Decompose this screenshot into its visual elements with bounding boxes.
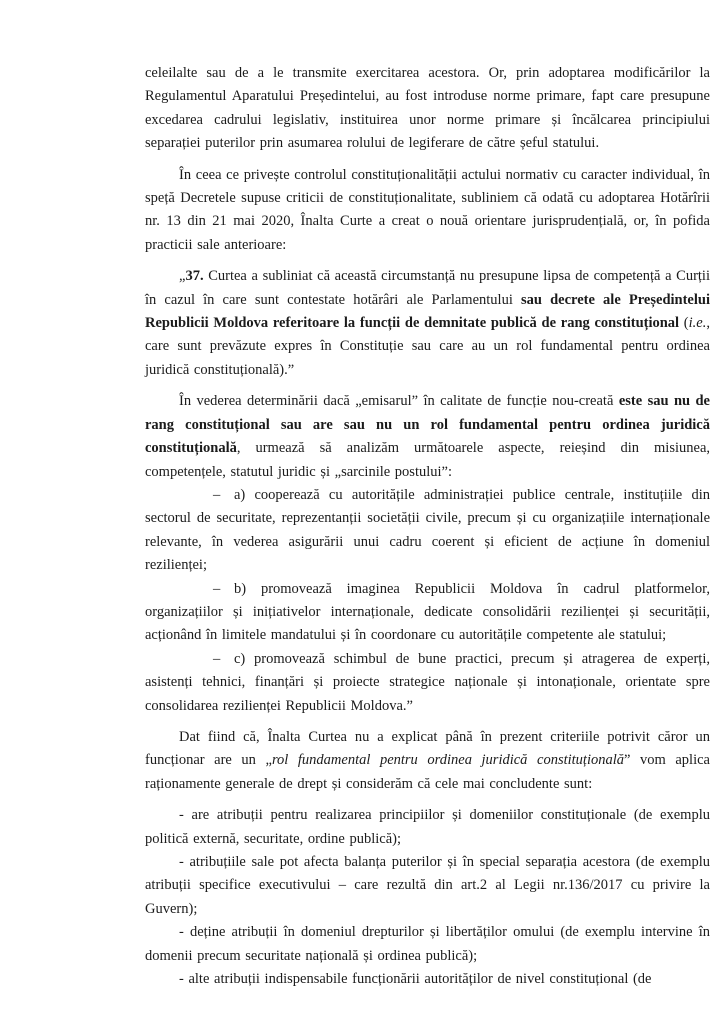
text-run: deține atribuții în domeniul drepturilor și libertăților omului (de exemplu intervine în domenii precum securitate națională și ordinea publică);: [145, 924, 710, 964]
text-run: Curtea a subliniat că această circumstanță nu presupune lipsa de competență a Curții în cazul în care sunt contestate hotărâri ale Parlamentului: [145, 268, 710, 308]
list-item-hyphen: [145, 851, 710, 921]
paragraph: [145, 62, 710, 156]
list-item-hyphen: [145, 968, 710, 991]
text-run: i.e.: [688, 315, 707, 332]
text-run: are atribuții pentru realizarea principiilor și domeniilor constituționale (de exemplu politică externă, securitate, ordine publică);: [145, 807, 710, 847]
list-item-dash: [145, 484, 710, 578]
paragraph: [145, 390, 710, 484]
text-run: sau decrete ale Președintelui Republicii Moldova referitoare la funcții de demnitate publică de rang constituțional: [145, 291, 710, 332]
text-run: celeilalte sau de a le transmite exercitarea acestora. Or, prin adoptarea modificărilor la Regulamentul Aparatului Președintelui, au fost introduse norme primare, fapt care presupune excedarea cadrului legislativ, instituirea unor norme primare și încălcarea principiului separației puterilor prin asumarea rolului de legiferare de către șeful statului.: [145, 65, 710, 152]
text-run: atribuțiile sale pot afecta balanța puterilor și în special separația acestora (de exemplu atribuții specifice executivului – care rezultă din art.2 al Legii nr.136/2017 cu privire la Guvern);: [145, 854, 710, 917]
text-run: În ceea ce privește controlul constituționalității actului normativ cu caracter individual, în speță Decretele supuse criticii de constituționalitate, subliniem că odată cu adoptarea Hotărîrii nr. 13 din 21 mai 2020, Înalta Curte a creat o nouă orientare jurisprudențială, or, în pofida practicii sale anterioare:: [145, 166, 710, 253]
hyphen-bullet: -: [179, 971, 189, 988]
text-run: este sau nu de rang constituțional sau are sau nu un rol fundamental pentru ordinea juridică constituțională: [145, 393, 710, 457]
text-run: , urmează să analizăm următoarele aspecte, reieșind din misiunea, competențele, statutul juridic și „sarcinile postului”:: [145, 440, 710, 480]
text-run: În vederea determinării dacă „emisarul” în calitate de funcție nou-creată: [179, 393, 619, 410]
text-run: rol fundamental pentru ordinea juridică constituțională: [271, 752, 625, 769]
text-run: 37.: [185, 268, 204, 285]
paragraph: [145, 265, 710, 382]
paragraph: [145, 164, 710, 258]
dash-bullet: –: [213, 580, 221, 597]
text-run: b) promovează imaginea Republicii Moldova în cadrul platformelor, organizațiilor și inițiativelor internaționale, dedicate consolidării rezilienței și securității, acționând în limitele mandatului și în coordonare cu autoritățile competente ale statului;: [145, 580, 710, 644]
list-item-hyphen: [145, 804, 710, 851]
hyphen-bullet: -: [179, 924, 190, 941]
hyphen-bullet: -: [179, 854, 190, 870]
dash-bullet: –: [213, 486, 221, 503]
text-run: , care sunt prevăzute expres în Constituție sau care au un rol fundamental pentru ordinea juridică constituțională).”: [145, 315, 710, 378]
text-run: c) promovează schimbul de bune practici, precum și atragerea de experți, asistenți tehnici, finanțări și proiecte strategice naționale și intonaționale, orientate spre consolidarea rezilienței Republicii Moldova.”: [145, 650, 710, 714]
text-run: „: [179, 268, 186, 285]
text-run: ” vom aplica raționamente generale de drept și considerăm că cele mai concludente sunt:: [145, 752, 710, 792]
document-body: [145, 62, 710, 991]
paragraph: [145, 726, 710, 796]
dash-bullet: –: [213, 650, 221, 667]
text-run: Dat fiind că, Înalta Curtea nu a explicat până în prezent criteriile potrivit căror un funcționar are un „: [145, 728, 710, 769]
text-run: (: [679, 315, 689, 332]
text-run: a) cooperează cu autoritățile administrației publice centrale, instituțiile din sectorul de securitate, reprezentanții societății civile, precum și cu organizațiile internaționale relevante, în vederea asigurării unui cadru coerent și eficient de acțiune în domeniul rezilienței;: [145, 486, 710, 574]
hyphen-bullet: -: [179, 807, 192, 824]
list-item-dash: [145, 648, 710, 718]
list-item-dash: [145, 578, 710, 648]
text-run: alte atribuții indispensabile funcționării autorităților de nivel constituțional (de: [188, 971, 652, 988]
list-item-hyphen: [145, 921, 710, 968]
